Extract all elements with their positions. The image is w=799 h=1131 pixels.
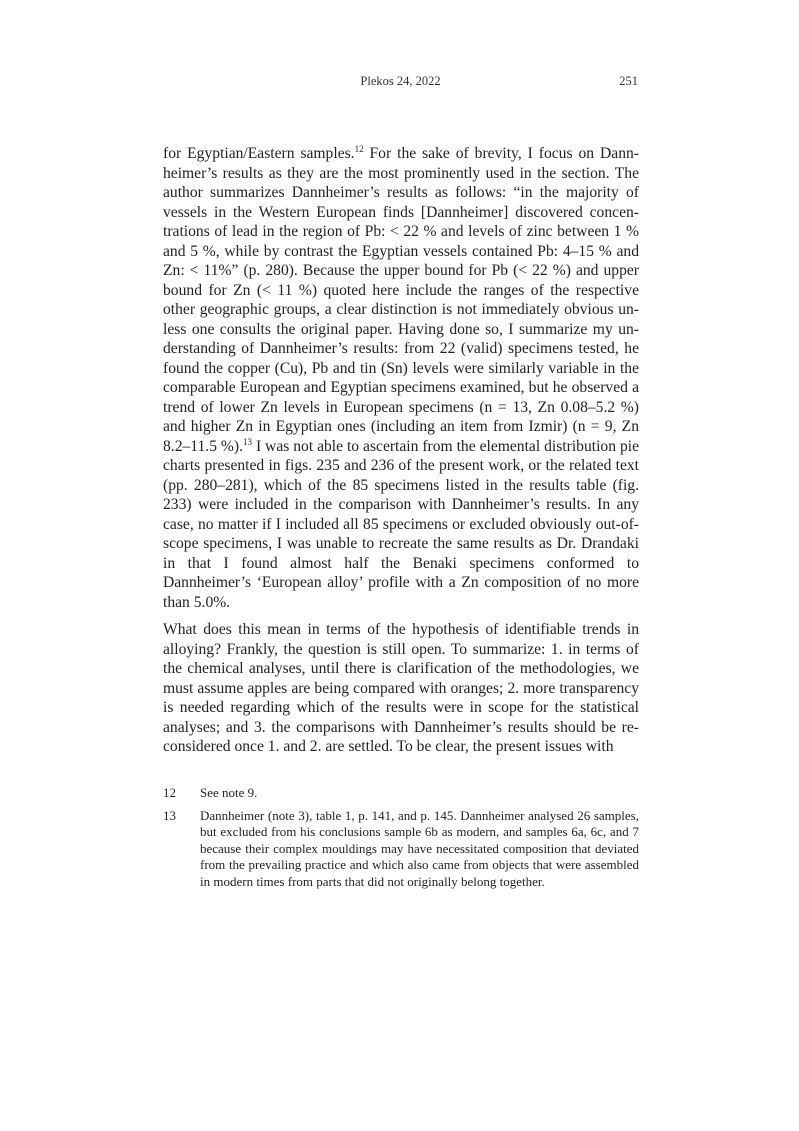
page-number: 251 [619,74,638,88]
text-segment: I was not able to ascertain from the elemental distribution pie charts presented in figs. 235 and 236 of the present work, or the related text (pp. 280–281), which of the 85 specimens listed in the results table (fig. 233) were included in the comparison with Dannheimer’s results. In any case, no matter if I included all 85 specimens or excluded obviously out-of-scope specimens, I was unable to recreate the same results as Dr. Drandaki in that I found almost half the Benaki specimens conformed to Dannheimer’s ‘European alloy’ profile with a Zn composition of no more than 5.0%. [163,437,639,611]
footnote-ref-13[interactable]: 13 [243,436,253,447]
footnote-text: Dannheimer (note 3), table 1, p. 141, and p. 145. Dannheimer analysed 26 samples, but excluded from his conclusions sample 6b as modern, and samples 6a, 6c, and 7 because their complex mouldings may have necessitated composition that deviated from the prevailing practice and which also came from objects that were assembled in modern times from parts that did not originally belong together. [200,807,639,889]
footnote-12 [163,785,639,802]
text-segment: What does this mean in terms of the hypothesis of identifiable trends in alloying? Frankly, the question is still open. To summarize: 1. in terms of the chemical analyses, until there is clarification of the methodologies, we must assume apples are being compared with oranges; 2. more transparency is needed regarding which of the results were in scope for the statistical analyses; and 3. the comparisons with Dannheimer’s results should be reconsidered once 1. and 2. are settled. To be clear, the present issues with [163,621,639,755]
paragraph [163,620,639,757]
text-segment: for Egyptian/Eastern samples. [163,145,355,162]
journal-title: Plekos 24, 2022 [360,74,441,88]
text-segment: For the sake of brevity, I focus on Dannheimer’s results as they are the most prominently used in the section. The author summarizes Dannheimer’s results as follows: “in the majority of vessels in the Western European finds [Dannheimer] discovered concentrations of lead in the region of Pb: < 22 % and levels of zinc between 1 % and 5 %, while by contrast the Egyptian vessels contained Pb: 4–15 % and Zn: < 11%” (p. 280). Because the upper bound for Pb (< 22 %) and upper bound for Zn (< 11 %) quoted here include the ranges of the respective other geographic groups, a clear distinction is not immediately obvious unless one consults the original paper. Having done so, I summarize my understanding of Dannheimer’s results: from 22 (valid) specimens tested, he found the copper (Cu), Pb and tin (Sn) levels were similarly variable in the comparable European and Egyptian specimens examined, but he observed a trend of lower Zn levels in European specimens (n = 13, Zn 0.08–5.2 %) and higher Zn in Egyptian ones (including an item from Izmir) (n = 9, Zn 8.2–11.5 %). [163,145,639,455]
footnote-text: See note 9. [200,785,258,800]
footnotes [163,785,639,896]
footnote-number: 13 [163,807,176,823]
body-text [163,144,639,757]
paragraph [163,144,639,612]
footnote-number: 12 [163,785,176,800]
footnote-13 [163,808,639,891]
footnote-ref-12[interactable]: 12 [354,144,364,154]
